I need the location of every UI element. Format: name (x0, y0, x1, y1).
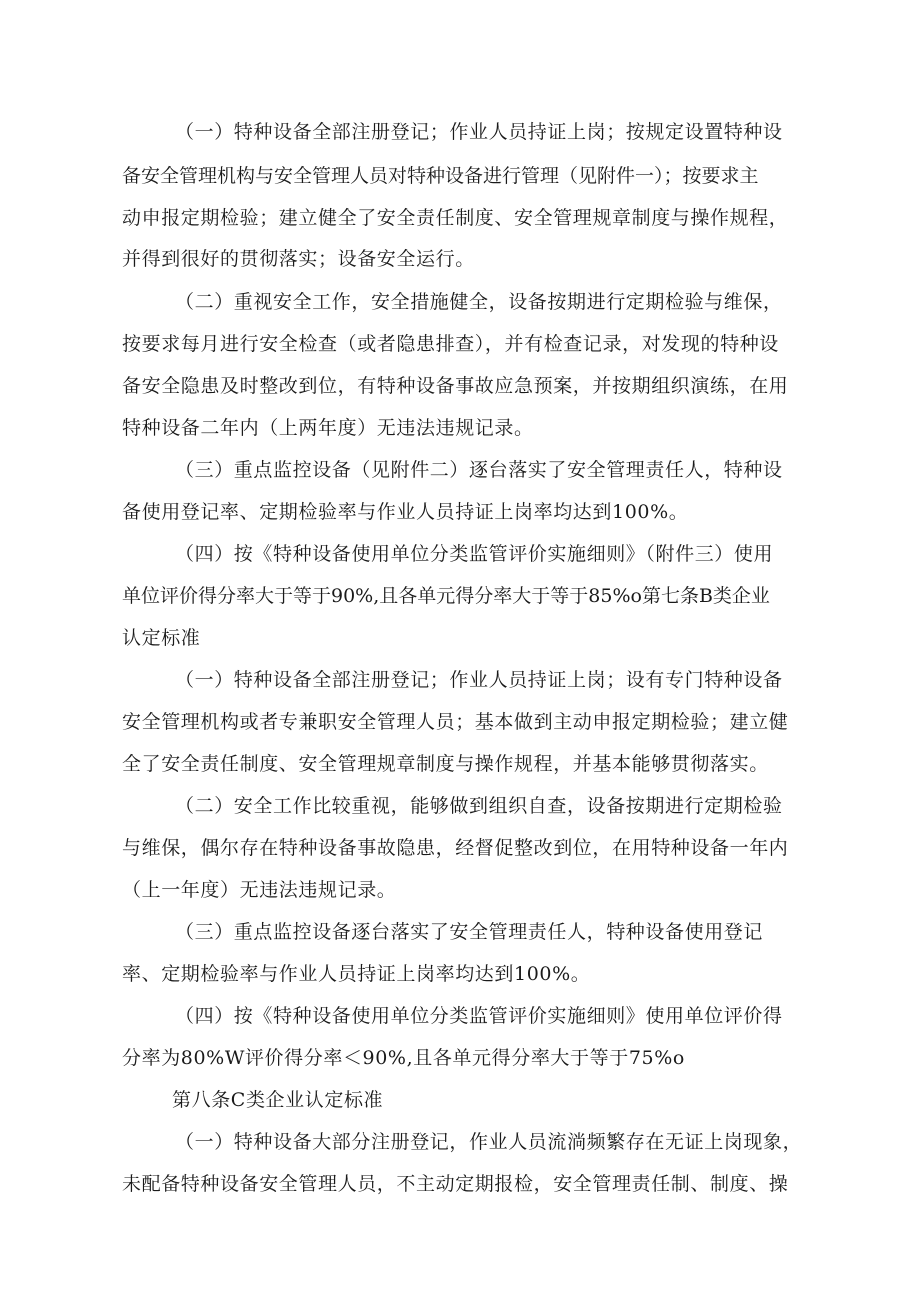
text-line: 动申报定期检验；建立健全了安全责任制度、安全管理规章制度与操作规程， (122, 207, 789, 229)
text-line: 全了安全责任制度、安全管理规章制度与操作规程，并基本能够贯彻落实。 (122, 753, 769, 775)
text-line: 率、定期检验率与作业人员持证上岗率均达到100%。 (122, 963, 591, 985)
text-line: 认定标准 (122, 627, 201, 649)
text-line: （上一年度）无违法违规记录。 (122, 879, 397, 901)
text-line: 并得到很好的贯彻落实；设备安全运行。 (122, 248, 475, 270)
text-line: （一）特种设备全部注册登记；作业人员持证上岗；设有专门特种设备 (175, 669, 783, 691)
text-line: 分率为80%W评价得分率＜90%,且各单元得分率大于等于75%o (122, 1047, 685, 1069)
text-line: （一）特种设备大部分注册登记，作业人员流淌频繁存在无证上岗现象， (175, 1131, 803, 1153)
text-line: 与维保，偶尔存在特种设备事故隐患，经督促整改到位，在用特种设备一年内 (122, 837, 789, 859)
text-line: 特种设备二年内（上两年度）无违法违规记录。 (122, 417, 534, 439)
text-line: 安全管理机构或者专兼职安全管理人员；基本做到主动申报定期检验；建立健 (122, 711, 789, 733)
text-line: 备使用登记率、定期检验率与作业人员持证上岗率均达到100%。 (122, 501, 689, 523)
text-line: 未配备特种设备安全管理人员，不主动定期报检，安全管理责任制、制度、操 (122, 1173, 789, 1195)
text-line: （二）安全工作比较重视，能够做到组织自查，设备按期进行定期检验 (175, 795, 783, 817)
text-line: （一）特种设备全部注册登记；作业人员持证上岗；按规定设置特种设 (175, 121, 783, 143)
text-line: （四）按《特种设备使用单位分类监管评价实施细则》（附件三）使用 (175, 543, 774, 565)
text-line: （四）按《特种设备使用单位分类监管评价实施细则》使用单位评价得 (175, 1005, 783, 1027)
text-line: 备安全管理机构与安全管理人员对特种设备进行管理（见附件一）；按要求主 (122, 165, 759, 187)
text-line: （二）重视安全工作，安全措施健全，设备按期进行定期检验与维保， (175, 291, 783, 313)
text-line: （三）重点监控设备逐台落实了安全管理责任人，特种设备使用登记 (175, 921, 764, 943)
text-line: 备安全隐患及时整改到位，有特种设备事故应急预案，并按期组织演练，在用 (122, 375, 789, 397)
text-line: 单位评价得分率大于等于90%,且各单元得分率大于等于85%o第七条B类企业 (122, 585, 770, 607)
section-heading: 第八条C类企业认定标准 (172, 1089, 384, 1111)
text-line: 按要求每月进行安全检查（或者隐患排查），并有检查记录，对发现的特种设 (122, 333, 779, 355)
text-line: （三）重点监控设备（见附件二）逐台落实了安全管理责任人，特种设 (175, 459, 783, 481)
